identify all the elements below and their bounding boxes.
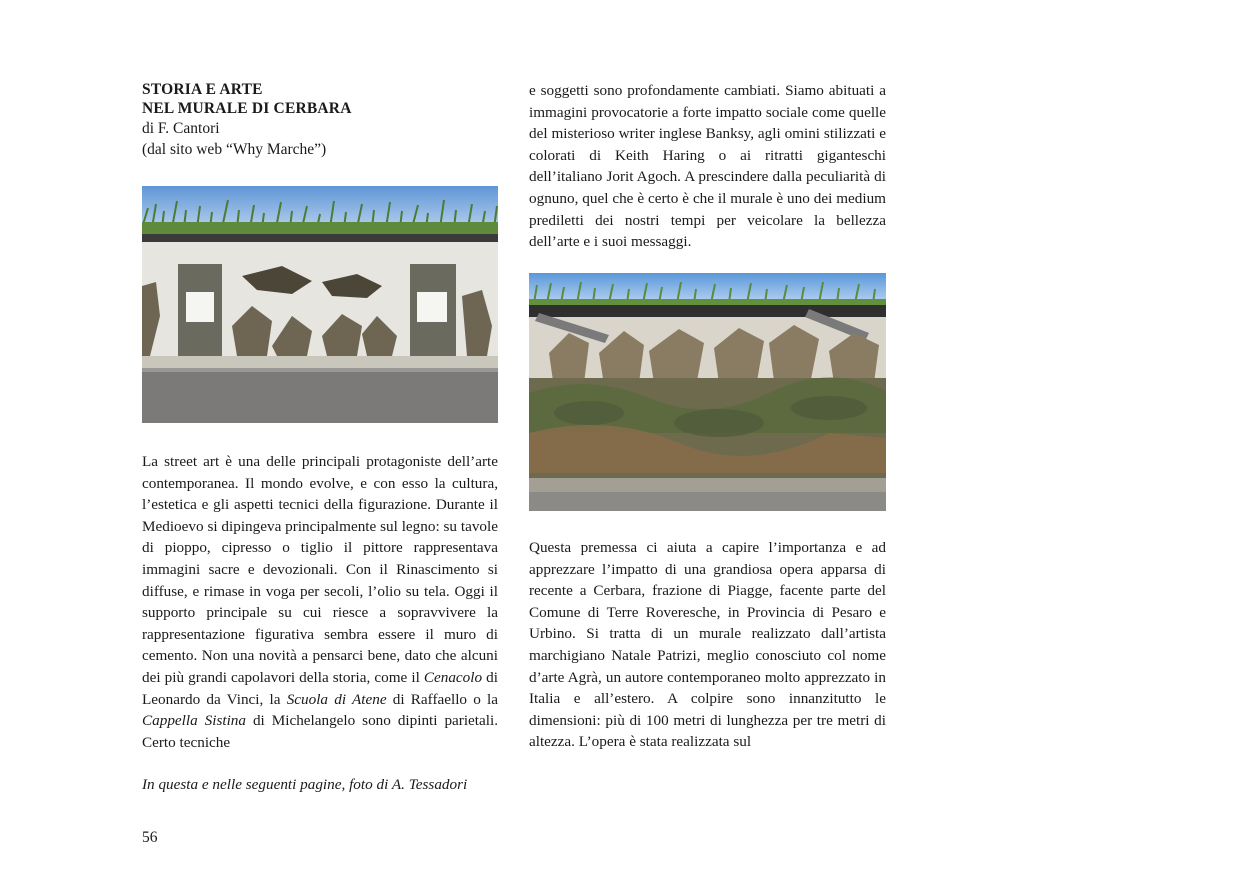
mural-photo-detail [529, 273, 886, 511]
right-body-paragraph-2: Questa premessa ci aiuta a capire l’importanza e ad apprezzare l’impatto di una grandiosa opera apparsa di recente a Cerbara, frazione di Piagge, facente parte del Comune di Terre Roveresche, in Provincia di Pesaro e Urbino. Si tratta di un murale realizzato dall’artista marchigiano Natale Patrizi, meglio conosciuto col nome d’arte Agrà, un autore contemporaneo molto apprezzato in Italia e all’estero. A colpire sono innanzitutto le dimensioni: più di 100 metri di lunghezza per tre metri di altezza. L’opera è stata realizzata sul [529, 539, 886, 751]
right-body-paragraph-1: e soggetti sono profondamente cambiati. Siamo abituati a immagini provocatorie a forte impatto sociale come quelle del misterioso writer inglese Banksy, agli omini stilizzati e colorati di Keith Haring o ai ritratti giganteschi dell’italiano Jorit Agoch. A prescindere dalla peculiarità di ognuno, quel che è certo è che il murale è uno dei medium prediletti dei nostri tempi per veicolare la bellezza dell’arte e i suoi messaggi. [529, 82, 886, 251]
artwork-title-cenacolo: Cenacolo [423, 668, 483, 686]
artwork-title-cappella-sistina: Cappella Sistina [142, 712, 246, 730]
page-number: 56 [142, 829, 158, 846]
left-body-paragraph [142, 451, 498, 753]
artwork-title-scuola-di-atene: Scuola di Atene [286, 690, 387, 708]
left-text-part-3: di Raffaello o la [386, 690, 498, 708]
mural-photo-wide [142, 186, 498, 423]
left-text-part-4: di Michelangelo sono dipinti parietali. Certo tecniche [142, 712, 498, 751]
left-text-part-2: di Leonardo da Vinci, la [142, 668, 498, 708]
article-author: di F. Cantori [142, 120, 220, 137]
left-column [142, 80, 498, 160]
left-text-part-1: La street art è una delle principali protagoniste dell’arte contemporanea. Il mondo evolve, e con esso la cultura, l’estetica e gli aspetti tecnici della figurazione. Durante il Medioevo si dipingeva principalmente sul legno: su tavole di pioppo, cipresso o tiglio il pittore rappresentava immagini sacre e devozionali. Con il Rinascimento si diffuse, e rimase in voga per secoli, l’olio su tela. Oggi il supporto principale su cui riesce a sopravvivere la rappresentazione figurativa sembra essere il muro di cemento. Non una novità a pensarci bene, dato che alcuni dei più grandi capolavori della storia, come il [142, 453, 498, 686]
photo-credit-caption: In questa e nelle seguenti pagine, foto di A. Tessadori [142, 776, 468, 793]
article-title-line-2: NEL MURALE DI CERBARA [142, 100, 352, 117]
article-title-line-1: STORIA E ARTE [142, 81, 263, 98]
article-source: (dal sito web “Why Marche”) [142, 141, 327, 158]
